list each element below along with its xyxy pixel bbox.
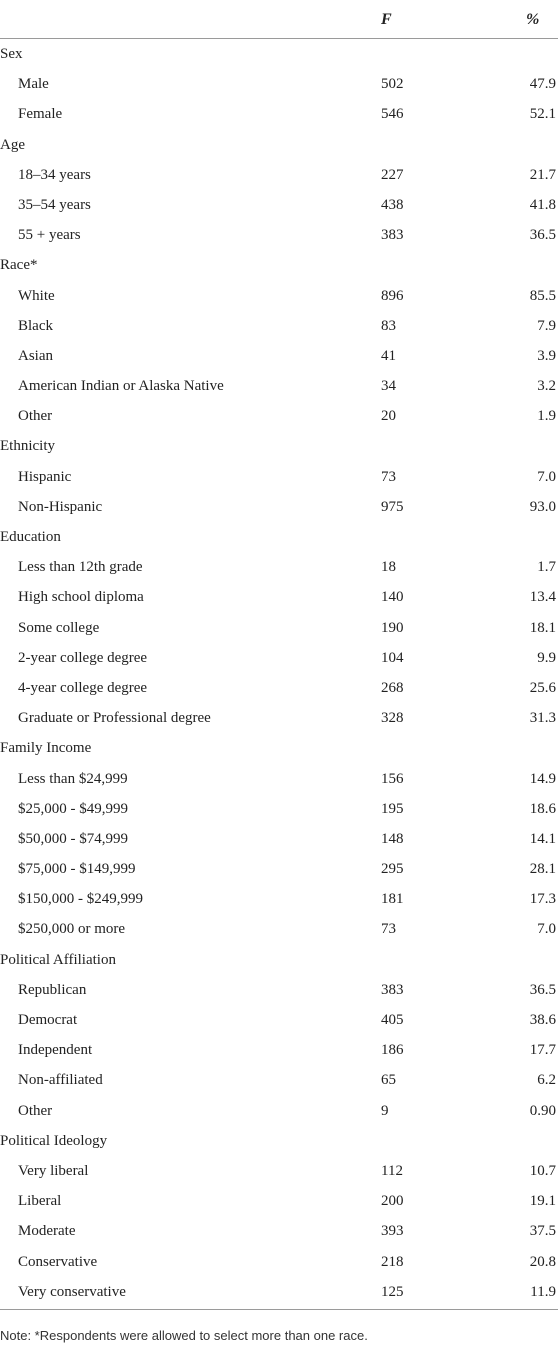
percent-cell: 18.1 [529,619,556,636]
frequency-cell: 41 [381,347,396,364]
row-label: Hispanic [18,468,72,485]
row-label: $150,000 - $249,999 [18,891,143,908]
frequency-cell: 195 [381,800,404,817]
percent-cell: 17.3 [529,891,556,908]
table-row [0,884,558,914]
category-label: Sex [0,46,23,62]
frequency-cell: 112 [381,1162,403,1179]
table-row [0,794,558,824]
category-row [0,130,558,160]
percent-cell: 18.6 [529,800,556,817]
frequency-cell: 268 [381,679,404,696]
frequency-cell: 383 [381,981,404,998]
row-label: Republican [18,981,87,998]
percent-cell: 38.6 [529,1012,556,1028]
row-label: Black [18,317,53,334]
table-row [0,1247,558,1277]
row-label: Moderate [18,1223,76,1240]
percent-cell: 1.7 [537,559,556,576]
frequency-cell: 190 [381,619,404,636]
frequency-cell: 546 [381,106,404,123]
row-label: Democrat [18,1012,78,1028]
percent-cell: 19.1 [529,1193,556,1210]
percent-cell: 17.7 [529,1042,556,1059]
frequency-cell: 200 [381,1193,404,1210]
row-label: Graduate or Professional degree [18,710,211,727]
frequency-cell: 140 [381,589,404,606]
category-label: Political Affiliation [0,951,116,968]
category-row [0,733,558,763]
percent-cell: 11.9 [530,1283,556,1300]
frequency-cell: 9 [381,1102,389,1119]
row-label: 55 + years [18,227,81,244]
row-label: Independent [18,1042,93,1059]
header-percent: % [526,11,540,28]
table-row [0,975,558,1005]
row-label: Other [18,1102,53,1119]
frequency-cell: 65 [381,1072,396,1089]
percent-cell: 20.8 [529,1253,556,1270]
row-label: American Indian or Alaska Native [18,378,224,395]
frequency-cell: 295 [381,861,404,878]
percent-cell: 0.90 [529,1102,556,1119]
table-row [0,1186,558,1216]
percent-cell: 3.2 [537,378,556,395]
frequency-cell: 896 [381,287,404,304]
frequency-cell: 405 [381,1012,404,1028]
table-header [0,0,558,39]
percent-cell: 9.9 [537,649,556,666]
row-label: $50,000 - $74,999 [18,830,128,847]
row-label: Non-affiliated [18,1072,103,1089]
table-note: Note: *Respondents were allowed to select more than one race. [0,1328,368,1343]
row-label: 2-year college degree [18,649,148,666]
percent-cell: 14.9 [529,770,556,787]
table-row [0,1156,558,1186]
frequency-cell: 34 [381,378,396,395]
table-row [0,220,558,250]
percent-cell: 93.0 [529,498,556,515]
table-row [0,552,558,582]
frequency-cell: 975 [381,498,404,515]
table-row [0,854,558,884]
row-label: Other [18,408,53,425]
row-label: Asian [18,347,53,364]
percent-cell: 1.9 [537,408,556,425]
header-frequency: F [381,11,392,28]
table-row [0,703,558,733]
row-label: Very conservative [18,1283,126,1300]
table-body [0,39,558,1307]
table-row [0,160,558,190]
category-label: Education [0,529,61,545]
row-label: $75,000 - $149,999 [18,861,136,878]
table-row [0,311,558,341]
table-row [0,190,558,220]
row-label: 4-year college degree [18,679,148,696]
row-label: Non-Hispanic [18,498,103,515]
row-label: Less than 12th grade [18,559,143,576]
row-label: Some college [18,619,100,636]
percent-cell: 14.1 [529,830,556,847]
frequency-cell: 502 [381,76,404,93]
category-row [0,431,558,461]
table-row [0,69,558,99]
row-label: 35–54 years [18,196,91,213]
frequency-cell: 18 [381,559,396,576]
frequency-cell: 393 [381,1223,404,1240]
table-row [0,492,558,522]
table-row [0,613,558,643]
table-row [0,1216,558,1246]
row-label: Less than $24,999 [18,770,128,787]
row-label: Male [18,76,49,93]
percent-cell: 47.9 [529,76,556,93]
table-row [0,824,558,854]
row-label: White [18,287,55,304]
table-bottom-rule [0,1309,558,1310]
percent-cell: 10.7 [529,1162,556,1179]
frequency-cell: 383 [381,227,404,244]
frequency-cell: 83 [381,317,396,334]
frequency-cell: 438 [381,196,404,213]
frequency-cell: 227 [381,166,404,183]
category-row [0,945,558,975]
category-label: Race* [0,257,38,274]
percent-cell: 37.5 [529,1223,556,1240]
category-row [0,522,558,552]
table-row [0,764,558,794]
table-row [0,1277,558,1307]
category-label: Political Ideology [0,1132,108,1149]
row-label: Liberal [18,1193,62,1210]
percent-cell: 7.0 [537,921,556,938]
row-label: $250,000 or more [18,921,126,938]
table-row [0,673,558,703]
frequency-cell: 20 [381,408,396,425]
frequency-cell: 104 [381,649,404,666]
category-row [0,39,558,69]
percent-cell: 21.7 [529,166,556,183]
row-label: Conservative [18,1253,98,1270]
table-row [0,99,558,129]
table-row [0,371,558,401]
frequency-cell: 328 [381,710,404,727]
frequency-cell: 148 [381,830,404,847]
frequency-cell: 218 [381,1253,404,1270]
table-row [0,1005,558,1035]
frequency-cell: 73 [381,468,396,485]
frequency-cell: 186 [381,1042,404,1059]
row-label: Female [18,106,63,123]
percent-cell: 36.5 [529,227,556,244]
percent-cell: 36.5 [529,981,556,998]
table-row [0,401,558,431]
row-label: Very liberal [18,1162,89,1179]
percent-cell: 31.3 [529,710,556,727]
table-row [0,341,558,371]
frequency-cell: 125 [381,1283,404,1300]
table-row [0,643,558,673]
table-row [0,1065,558,1095]
frequency-cell: 73 [381,921,396,938]
row-label: $25,000 - $49,999 [18,800,128,817]
table-row [0,462,558,492]
category-label: Family Income [0,740,92,757]
percent-cell: 13.4 [529,589,556,606]
table-row [0,1096,558,1126]
percent-cell: 3.9 [537,347,556,364]
category-row [0,1126,558,1156]
percent-cell: 52.1 [529,106,556,123]
category-label: Ethnicity [0,438,55,455]
percent-cell: 28.1 [529,861,556,878]
row-label: High school diploma [18,589,144,606]
category-row [0,250,558,280]
row-label: 18–34 years [18,166,91,183]
percent-cell: 25.6 [529,679,556,696]
table-row [0,1035,558,1065]
percent-cell: 85.5 [529,287,556,304]
table-row [0,281,558,311]
table-row [0,914,558,944]
percent-cell: 6.2 [537,1072,556,1089]
percent-cell: 7.0 [537,468,556,485]
frequency-cell: 181 [381,891,404,908]
percent-cell: 41.8 [529,196,556,213]
category-label: Age [0,136,25,153]
table-row [0,582,558,612]
percent-cell: 7.9 [537,317,556,334]
frequency-cell: 156 [381,770,404,787]
